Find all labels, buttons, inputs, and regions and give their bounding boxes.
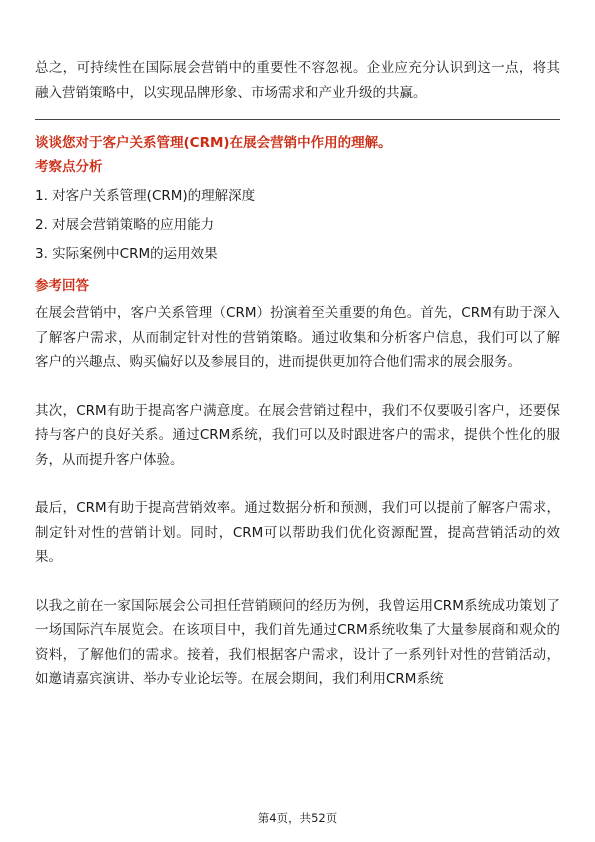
analysis-item: 2. 对展会营销策略的应用能力 [35,217,215,233]
answer-heading: 参考回答 [35,278,89,294]
analysis-item: 1. 对客户关系管理(CRM)的理解深度 [35,188,256,204]
question-heading: 谈谈您对于客户关系管理(CRM)在展会营销中作用的理解。 [35,135,392,151]
analysis-heading: 考察点分析 [35,159,103,175]
page-footer [0,810,595,826]
analysis-list [35,182,560,269]
answer-paragraph: 其次，CRM有助于提高客户满意度。在展会营销过程中，我们不仅要吸引客户，还要保持与客户的良好关系。通过CRM系统，我们可以及时跟进客户的需求，提供个性化的服务，从而提升客户体验。 [35,402,560,468]
page-content [35,56,560,692]
answer-paragraph: 以我之前在一家国际展会公司担任营销顾问的经历为例，我曾运用CRM系统成功策划了一场国际汽车展览会。在该项目中，我们首先通过CRM系统收集了大量参展商和观众的资料，了解他们的需求。接着，我们根据客户需求，设计了一系列针对性的营销活动，如邀请嘉宾演讲、举办专业论坛等。在展会期间，我们利用CRM系统 [35,597,560,687]
analysis-item: 3. 实际案例中CRM的运用效果 [35,246,218,262]
paragraph-spacer [35,570,560,594]
paragraph-spacer [35,472,560,496]
section-divider [35,119,560,120]
paragraph-spacer [35,375,560,399]
answer-paragraph: 最后，CRM有助于提高营销效率。通过数据分析和预测，我们可以提前了解客户需求，制定针对性的营销计划。同时，CRM可以帮助我们优化资源配置，提高营销活动的效果。 [35,500,560,565]
intro-paragraph: 总之，可持续性在国际展会营销中的重要性不容忽视。企业应充分认识到这一点，将其融入营销策略中，以实现品牌形象、市场需求和产业升级的共赢。 [35,60,560,101]
answer-paragraph: 在展会营销中，客户关系管理（CRM）扮演着至关重要的角色。首先，CRM有助于深入了解客户需求，从而制定针对性的营销策略。通过收集和分析客户信息，我们可以了解客户的兴趣点、购买偏好以及参展目的，进而提供更加符合他们需求的展会服务。 [35,305,560,370]
page-number-label: 第4页，共52页 [257,811,338,825]
